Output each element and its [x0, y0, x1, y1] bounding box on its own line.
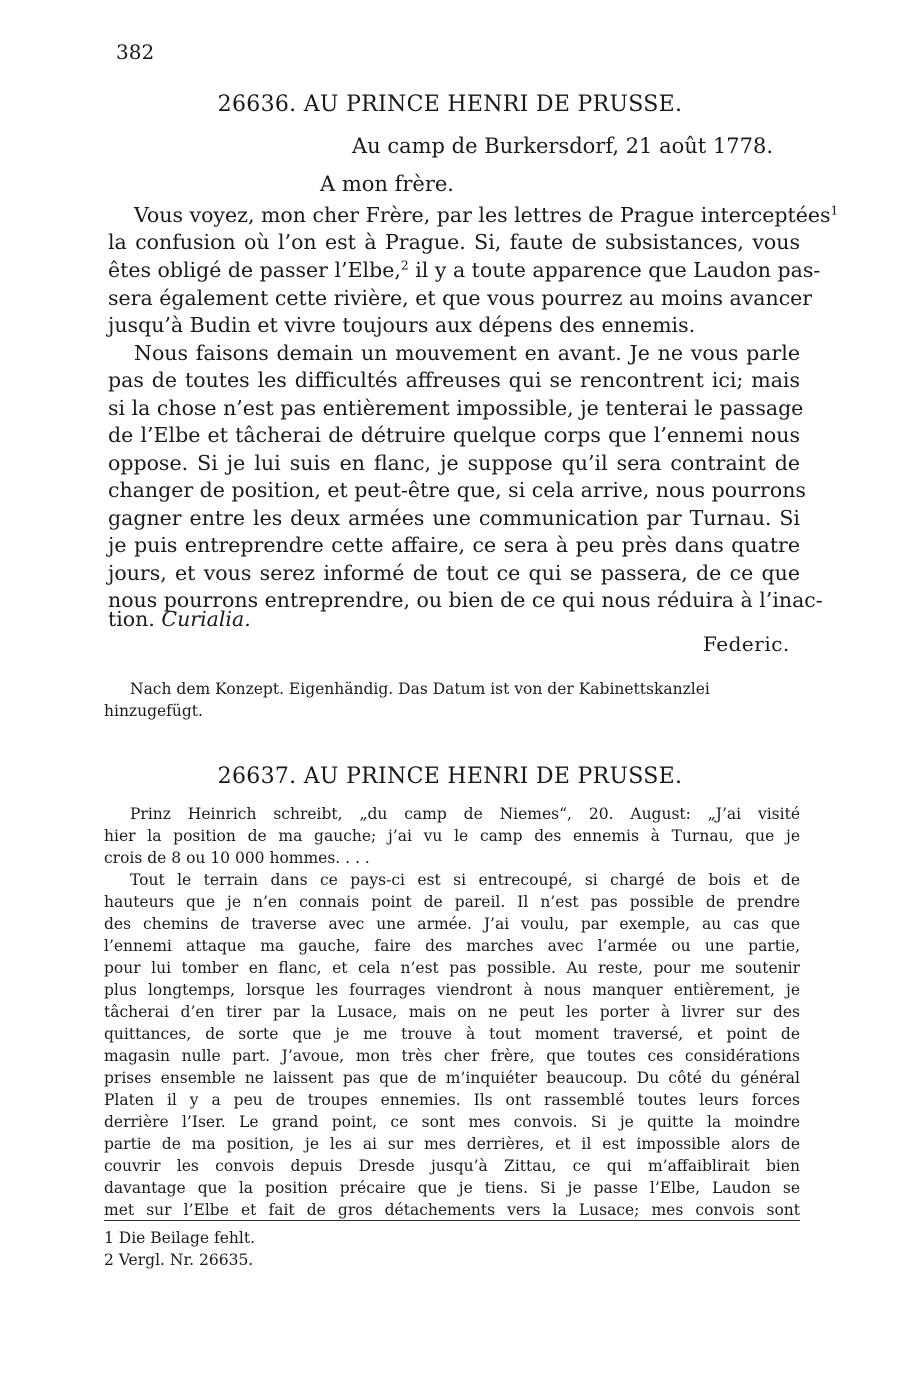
- body-line: nous pourrons entreprendre, ou bien de ce qui nous réduira à l’inac-: [108, 588, 823, 612]
- body-line: l’ennemi attaque ma gauche, faire des marches avec l’armée ou une partie,: [104, 937, 800, 955]
- body-line: gagner entre les deux armées une communication par Turnau. Si: [108, 506, 800, 530]
- body-line: met sur l’Elbe et fait de gros détachements vers la Lusace; mes convois sont: [104, 1201, 800, 1219]
- body-line: derrière l’Iser. Le grand point, ce sont mes convois. Si je quitte la moindre: [104, 1113, 800, 1131]
- body-line: couvrir les convois depuis Dresde jusqu’à Zittau, ce qui m’affaiblirait bien: [104, 1157, 800, 1175]
- body-line: pas de toutes les difficultés affreuses qui se rencontrent ici; mais: [108, 368, 800, 392]
- body-line: tâcherai d’en tirer par la Lusace, mais on ne peut les porter à livrer sur des: [104, 1003, 800, 1021]
- letter-heading-26637: 26637. AU PRINCE HENRI DE PRUSSE.: [217, 764, 683, 789]
- body-line: Tout le terrain dans ce pays-ci est si entrecoupé, si chargé de bois et de: [130, 871, 800, 889]
- body-line: prises ensemble ne laissent pas que de m’inquiéter beaucoup. Du côté du général: [104, 1069, 800, 1087]
- body-line: plus longtemps, lorsque les fourrages viendront à nous manquer entièrement, je: [104, 981, 800, 999]
- body-line: êtes obligé de passer l’Elbe,$^2$ il y a toute apparence que Laudon pas-: [108, 258, 821, 282]
- page-number: 382: [116, 40, 155, 64]
- footnote-2: 2 Vergl. Nr. 26635.: [104, 1251, 254, 1269]
- body-line: crois de 8 ou 10 000 hommes. . . .: [104, 849, 370, 867]
- body-line: des chemins de traverse avec une armée. J’ai voulu, par exemple, au cas que: [104, 915, 800, 933]
- body-line: Platen il y a peu de troupes ennemies. Ils ont rassemblé toutes leurs forces: [104, 1091, 800, 1109]
- footnote-1: 1 Die Beilage fehlt.: [104, 1229, 256, 1247]
- footnote-ref: 1: [830, 203, 839, 218]
- letter-heading-26636: 26636. AU PRINCE HENRI DE PRUSSE.: [217, 92, 683, 117]
- body-line: Nous faisons demain un mouvement en avant. Je ne vous parle: [134, 341, 800, 365]
- body-line: jours, et vous serez informé de tout ce qui se passera, de ce que: [108, 561, 800, 585]
- body-line: sera également cette rivière, et que vous pourrez au moins avancer: [108, 286, 813, 310]
- footnote-ref: 2: [400, 258, 409, 273]
- place-date: Au camp de Burkersdorf, 21 août 1778.: [352, 134, 774, 158]
- body-line: pour lui tomber en flanc, et cela n’est pas possible. Au reste, pour me soutenir: [104, 959, 800, 977]
- body-line: davantage que la position précaire que je tiens. Si je passe l’Elbe, Laudon se: [104, 1179, 800, 1197]
- body-line: partie de ma position, je les ai sur mes derrières, et il est impossible alors de: [104, 1135, 800, 1153]
- curialia-italic: Curialia.: [161, 607, 251, 631]
- body-line: Vous voyez, mon cher Frère, par les lettres de Prague interceptées$^1$: [134, 203, 839, 227]
- body-line: hier la position de ma gauche; j’ai vu le camp des ennemis à Turnau, que je: [104, 827, 800, 845]
- source-note-line: hinzugefügt.: [104, 702, 203, 720]
- signature: Federic.: [703, 632, 790, 656]
- body-line: changer de position, et peut-être que, si cela arrive, nous pourrons: [108, 478, 806, 502]
- body-line: je puis entreprendre cette affaire, ce sera à peu près dans quatre: [108, 533, 800, 557]
- source-note-line: Nach dem Konzept. Eigenhändig. Das Datum ist von der Kabinettskanzlei: [130, 680, 710, 698]
- body-line: jusqu’à Budin et vivre toujours aux dépens des ennemis.: [108, 313, 696, 337]
- body-line: si la chose n’est pas entièrement impossible, je tenterai le passage: [108, 396, 804, 420]
- body-line: Prinz Heinrich schreibt, „du camp de Niemes“, 20. August: „J’ai visité: [130, 805, 800, 823]
- body-line: la confusion où l’on est à Prague. Si, faute de subsistances, vous: [108, 230, 800, 254]
- body-line: oppose. Si je lui suis en flanc, je suppose qu’il sera contraint de: [108, 451, 800, 475]
- body-line: de l’Elbe et tâcherai de détruire quelque corps que l’ennemi nous: [108, 423, 800, 447]
- body-line: hauteurs que je n’en connais point de pareil. Il n’est pas possible de prendre: [104, 893, 800, 911]
- body-line: tion. Curialia.: [108, 607, 251, 631]
- salutation: A mon frère.: [320, 172, 454, 196]
- body-line: magasin nulle part. J’avoue, mon très cher frère, que toutes ces considérations: [104, 1047, 800, 1065]
- body-line: quittances, de sorte que je me trouve à tout moment traversé, et point de: [104, 1025, 800, 1043]
- footnote-rule: [104, 1220, 800, 1221]
